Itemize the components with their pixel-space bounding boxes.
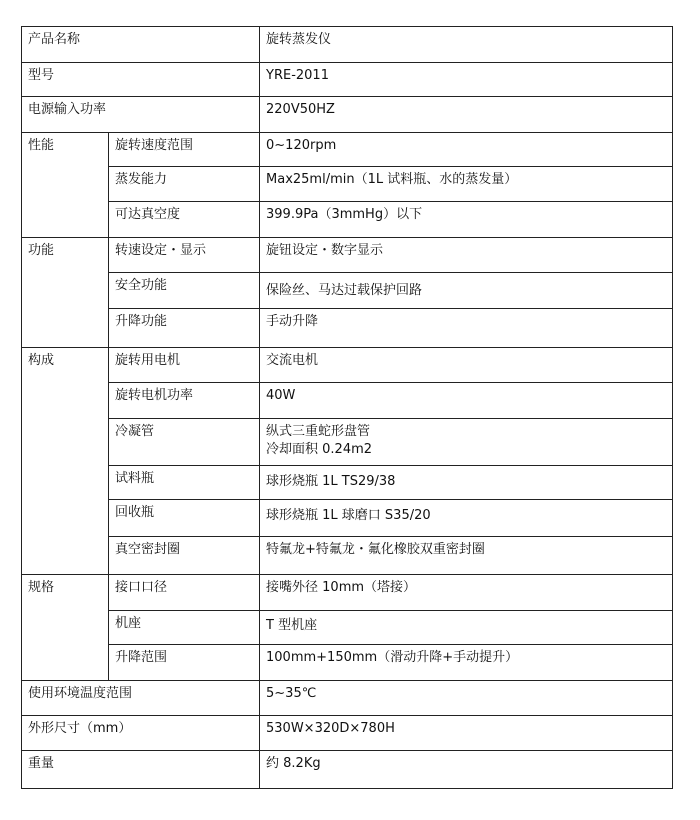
label-ambient-temp: 使用环境温度范围: [22, 681, 260, 716]
table-row: [22, 716, 673, 751]
table-row: [22, 273, 673, 309]
table-row: [22, 63, 673, 97]
label-lift-range: 升降范围: [109, 645, 260, 681]
value-recovery-flask: 球形烧瓶 1L 球磨口 S35/20: [260, 500, 673, 537]
table-row: [22, 97, 673, 133]
label-port-diameter: 接口口径: [109, 575, 260, 611]
table-row: [22, 645, 673, 681]
value-condenser-line1: 纵式三重蛇形盘管: [266, 424, 371, 439]
value-model: YRE-2011: [260, 63, 673, 97]
value-speed-setting: 旋钮设定・数字显示: [260, 238, 673, 273]
label-sample-flask: 试料瓶: [109, 466, 260, 500]
value-condenser: [260, 419, 673, 466]
table-row: [22, 751, 673, 789]
value-safety: 保险丝、马达过载保护回路: [260, 273, 673, 309]
table-row: [22, 202, 673, 238]
label-base: 机座: [109, 611, 260, 645]
label-motor: 旋转用电机: [109, 348, 260, 383]
table-row: [22, 575, 673, 611]
value-seal: 特氟龙+特氟龙・氟化橡胶双重密封圈: [260, 537, 673, 575]
table-row: [22, 133, 673, 167]
label-seal: 真空密封圈: [109, 537, 260, 575]
table-row: [22, 419, 673, 466]
group-label-composition: 构成: [22, 348, 109, 575]
value-lift-range: 100mm+150mm（滑动升降+手动提升）: [260, 645, 673, 681]
value-motor-power: 40W: [260, 383, 673, 419]
label-product-name: 产品名称: [22, 27, 260, 63]
value-ambient-temp: 5~35℃: [260, 681, 673, 716]
label-condenser: 冷凝管: [109, 419, 260, 466]
value-dimensions: 530W×320D×780H: [260, 716, 673, 751]
label-power-input: 电源输入功率: [22, 97, 260, 133]
table-row: [22, 611, 673, 645]
value-evaporation-capacity: Max25ml/min（1L 试料瓶、水的蒸发量）: [260, 167, 673, 202]
table-row: [22, 27, 673, 63]
table-row: [22, 383, 673, 419]
label-speed-setting: 转速设定・显示: [109, 238, 260, 273]
value-product-name: 旋转蒸发仪: [260, 27, 673, 63]
value-power-input: 220V50HZ: [260, 97, 673, 133]
table-row: [22, 466, 673, 500]
label-safety: 安全功能: [109, 273, 260, 309]
spec-table: [21, 26, 673, 789]
value-vacuum: 399.9Pa（3mmHg）以下: [260, 202, 673, 238]
table-row: [22, 681, 673, 716]
label-dimensions: 外形尺寸（mm）: [22, 716, 260, 751]
group-label-specification: 规格: [22, 575, 109, 681]
label-recovery-flask: 回收瓶: [109, 500, 260, 537]
value-sample-flask: 球形烧瓶 1L TS29/38: [260, 466, 673, 500]
label-vacuum: 可达真空度: [109, 202, 260, 238]
label-model: 型号: [22, 63, 260, 97]
label-motor-power: 旋转电机功率: [109, 383, 260, 419]
value-condenser-line2: 冷却面积 0.24m2: [266, 442, 373, 457]
value-motor: 交流电机: [260, 348, 673, 383]
label-rotation-speed: 旋转速度范围: [109, 133, 260, 167]
table-row: [22, 309, 673, 348]
value-base: T 型机座: [260, 611, 673, 645]
table-row: [22, 167, 673, 202]
group-label-performance: 性能: [22, 133, 109, 238]
table-row: [22, 238, 673, 273]
table-row: [22, 537, 673, 575]
value-weight: 约 8.2Kg: [260, 751, 673, 789]
group-label-function: 功能: [22, 238, 109, 348]
label-lift: 升降功能: [109, 309, 260, 348]
table-row: [22, 500, 673, 537]
value-rotation-speed: 0~120rpm: [260, 133, 673, 167]
value-port-diameter: 接嘴外径 10mm（塔接）: [260, 575, 673, 611]
table-row: [22, 348, 673, 383]
value-lift: 手动升降: [260, 309, 673, 348]
label-evaporation-capacity: 蒸发能力: [109, 167, 260, 202]
label-weight: 重量: [22, 751, 260, 789]
